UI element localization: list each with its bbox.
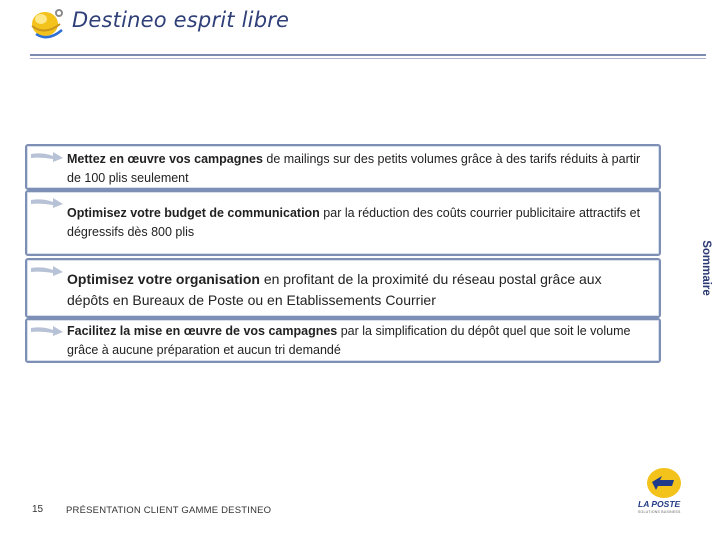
benefit-detail: par la réduction des coûts courrier publicitaire attractifs et dégressifs dès 800 plis [67, 206, 641, 239]
arrow-icon [29, 149, 65, 163]
arrow-icon [29, 323, 65, 337]
arrow-icon [29, 195, 65, 209]
header-divider-thin [30, 58, 706, 59]
la-poste-logo-text: LA POSTE [638, 499, 681, 509]
benefit-card-2 [25, 190, 661, 256]
la-poste-logo-subtext: SOLUTIONS BUSINESS [638, 510, 681, 514]
arrow-icon [29, 263, 65, 277]
benefit-highlight: Mettez en œuvre vos campagnes [67, 152, 263, 166]
benefit-card-3 [25, 258, 661, 318]
benefit-detail: par la simplification du dépôt quel que soit le volume grâce à aucune préparation et aucun tri demandé [67, 324, 631, 357]
benefit-text-4 [67, 322, 645, 360]
benefit-card-4 [25, 318, 661, 363]
header-divider [30, 54, 706, 56]
brand-title: Destineo esprit libre [72, 8, 290, 32]
benefit-text-2 [67, 204, 645, 242]
benefit-card-1 [25, 144, 661, 190]
benefit-detail: en profitant de la proximité du réseau postal grâce aux dépôts en Bureaux de Poste ou en Etablissements Courrier [67, 271, 602, 308]
page-number: 15 [32, 504, 44, 515]
benefit-highlight: Optimisez votre budget de communication [67, 206, 320, 220]
destineo-logo-icon [28, 6, 68, 40]
benefit-highlight: Facilitez la mise en œuvre de vos campagnes [67, 324, 338, 338]
sommaire-link[interactable] [697, 238, 715, 298]
sommaire-label: Sommaire [700, 240, 712, 296]
footer-title: PRÉSENTATION CLIENT GAMME DESTINEO [66, 505, 272, 516]
benefit-text-1 [67, 150, 645, 188]
benefit-text-3 [67, 269, 645, 311]
benefit-detail: de mailings sur des petits volumes grâce à des tarifs réduits à partir de 100 plis seulement [67, 152, 641, 185]
benefit-highlight: Optimisez votre organisation [67, 271, 260, 287]
